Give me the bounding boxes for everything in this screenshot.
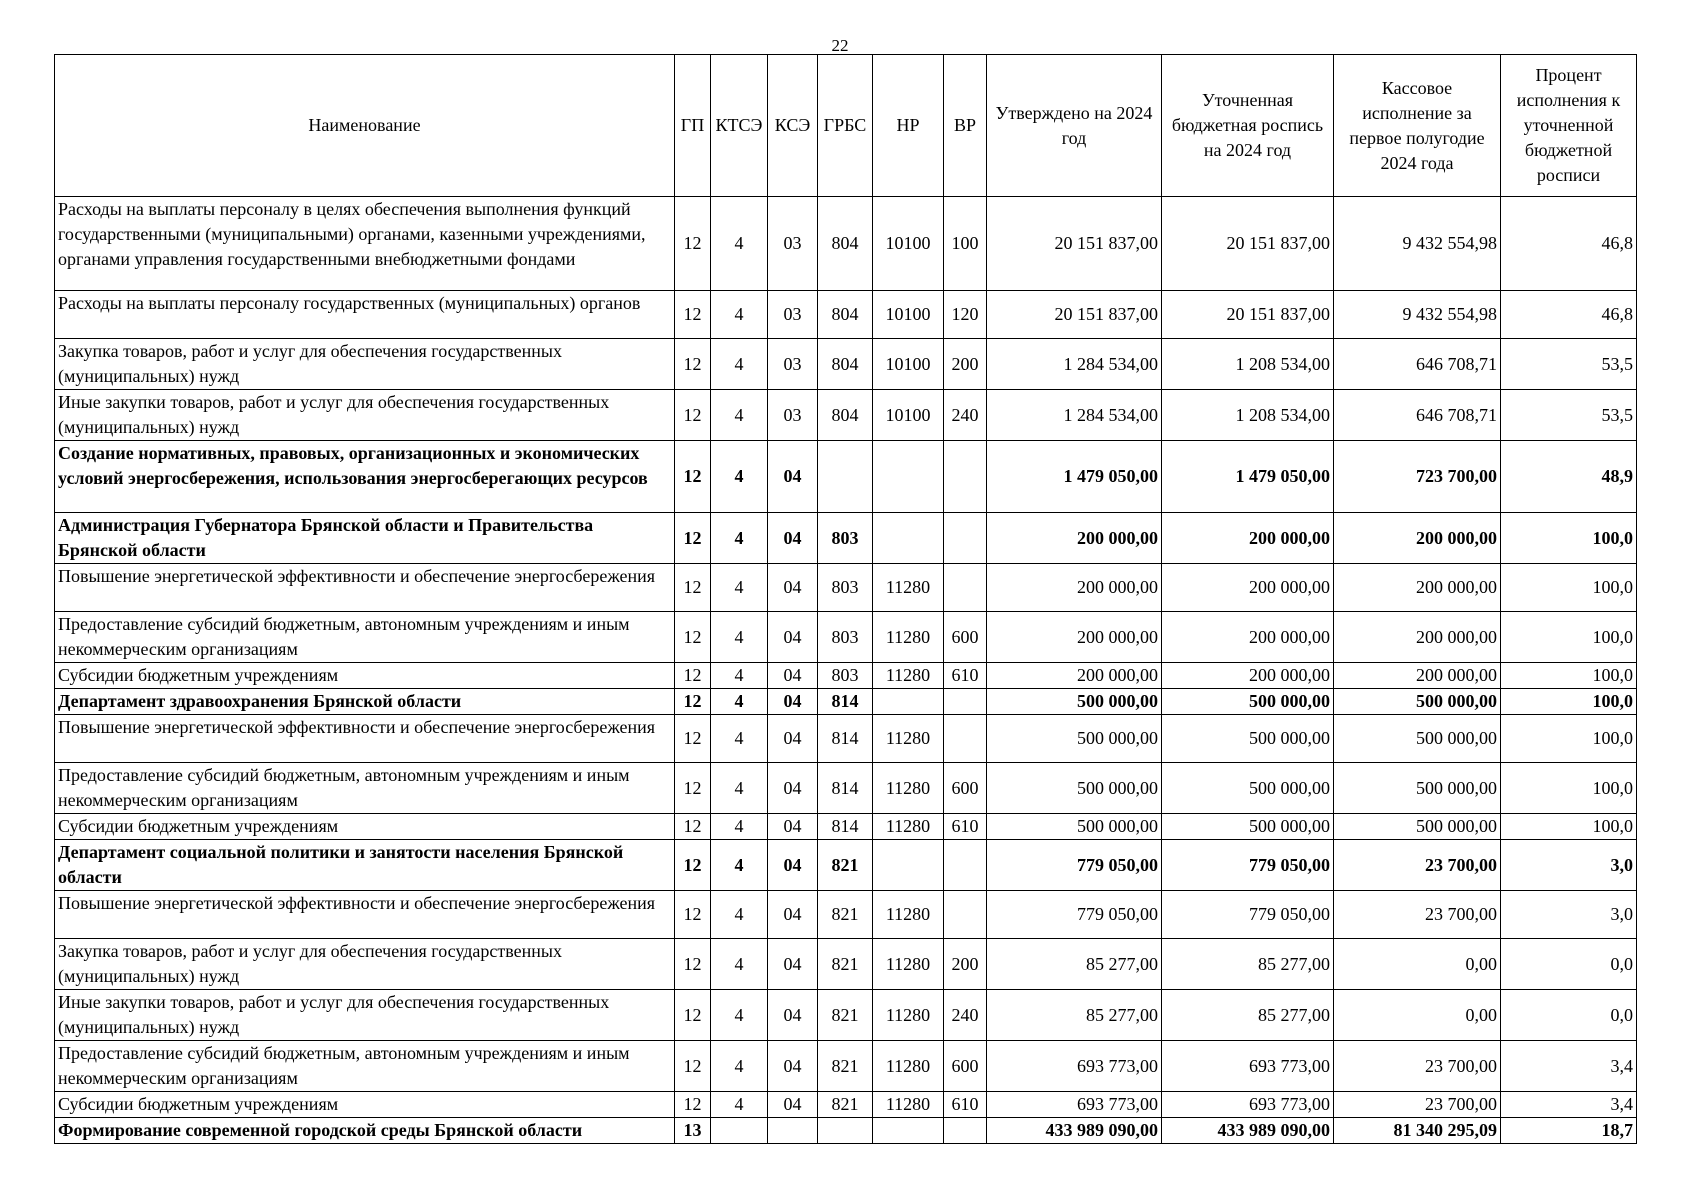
cell-refined: 20 151 837,00 (1162, 291, 1334, 339)
cell-grbs: 804 (818, 339, 873, 390)
header-nr: НР (873, 55, 944, 197)
cell-name: Субсидии бюджетным учреждениям (55, 814, 675, 840)
cell-percent: 3,4 (1501, 1041, 1637, 1092)
cell-kse: 04 (768, 441, 818, 513)
table-row (55, 763, 1637, 814)
cell-kse: 04 (768, 689, 818, 715)
cell-kse: 04 (768, 763, 818, 814)
cell-vr (944, 1118, 987, 1144)
header-gp: ГП (675, 55, 711, 197)
cell-approved: 20 151 837,00 (987, 291, 1162, 339)
cell-cash: 646 708,71 (1334, 339, 1501, 390)
cell-cash: 23 700,00 (1334, 1092, 1501, 1118)
cell-nr: 11280 (873, 891, 944, 939)
header-cash: Кассовое исполнение за первое полугодие 2024 года (1334, 55, 1501, 197)
header-grbs: ГРБС (818, 55, 873, 197)
table-row (55, 663, 1637, 689)
table-row (55, 1092, 1637, 1118)
table-row (55, 612, 1637, 663)
cell-grbs: 803 (818, 612, 873, 663)
cell-name: Формирование современной городской среды Брянской области (55, 1118, 675, 1144)
table-row (55, 939, 1637, 990)
cell-ktse: 4 (711, 990, 768, 1041)
cell-gp: 12 (675, 990, 711, 1041)
cell-name: Повышение энергетической эффективности и обеспечение энергосбережения (55, 891, 675, 939)
cell-ktse: 4 (711, 715, 768, 763)
cell-vr: 200 (944, 939, 987, 990)
cell-approved: 500 000,00 (987, 763, 1162, 814)
cell-refined: 693 773,00 (1162, 1041, 1334, 1092)
cell-kse: 04 (768, 513, 818, 564)
cell-cash: 9 432 554,98 (1334, 291, 1501, 339)
cell-cash: 500 000,00 (1334, 715, 1501, 763)
cell-grbs (818, 1118, 873, 1144)
cell-approved: 200 000,00 (987, 564, 1162, 612)
cell-refined: 1 479 050,00 (1162, 441, 1334, 513)
cell-gp: 12 (675, 1041, 711, 1092)
table-row (55, 814, 1637, 840)
cell-vr (944, 840, 987, 891)
cell-gp: 12 (675, 339, 711, 390)
cell-refined: 200 000,00 (1162, 513, 1334, 564)
cell-ktse: 4 (711, 339, 768, 390)
cell-grbs: 814 (818, 689, 873, 715)
cell-vr (944, 564, 987, 612)
cell-ktse: 4 (711, 513, 768, 564)
cell-vr: 610 (944, 1092, 987, 1118)
cell-cash: 81 340 295,09 (1334, 1118, 1501, 1144)
cell-vr: 240 (944, 990, 987, 1041)
header-vr: ВР (944, 55, 987, 197)
budget-table (54, 54, 1637, 1144)
table-row (55, 197, 1637, 291)
cell-percent: 46,8 (1501, 291, 1637, 339)
page-number: 22 (831, 36, 849, 55)
cell-nr (873, 840, 944, 891)
cell-cash: 646 708,71 (1334, 390, 1501, 441)
table-row (55, 1118, 1637, 1144)
cell-approved: 1 284 534,00 (987, 339, 1162, 390)
cell-percent: 100,0 (1501, 612, 1637, 663)
cell-grbs: 821 (818, 990, 873, 1041)
cell-refined: 1 208 534,00 (1162, 390, 1334, 441)
cell-percent: 100,0 (1501, 663, 1637, 689)
cell-grbs: 821 (818, 1041, 873, 1092)
cell-name: Иные закупки товаров, работ и услуг для обеспечения государственных (муниципальных) нужд (55, 390, 675, 441)
cell-vr: 600 (944, 763, 987, 814)
cell-grbs: 804 (818, 390, 873, 441)
cell-refined: 500 000,00 (1162, 763, 1334, 814)
cell-percent: 0,0 (1501, 939, 1637, 990)
cell-kse: 04 (768, 1092, 818, 1118)
cell-kse: 04 (768, 990, 818, 1041)
cell-refined: 693 773,00 (1162, 1092, 1334, 1118)
cell-grbs: 803 (818, 513, 873, 564)
cell-nr (873, 1118, 944, 1144)
cell-gp: 12 (675, 291, 711, 339)
cell-grbs: 803 (818, 663, 873, 689)
cell-approved: 200 000,00 (987, 612, 1162, 663)
cell-percent: 18,7 (1501, 1118, 1637, 1144)
cell-vr (944, 441, 987, 513)
cell-grbs: 803 (818, 564, 873, 612)
cell-vr (944, 689, 987, 715)
cell-approved: 500 000,00 (987, 814, 1162, 840)
cell-ktse: 4 (711, 197, 768, 291)
cell-gp: 12 (675, 814, 711, 840)
table-row (55, 564, 1637, 612)
table-body (55, 197, 1637, 1144)
cell-approved: 1 284 534,00 (987, 390, 1162, 441)
cell-ktse: 4 (711, 939, 768, 990)
table-row (55, 891, 1637, 939)
cell-approved: 200 000,00 (987, 513, 1162, 564)
table-row (55, 1041, 1637, 1092)
cell-kse: 04 (768, 814, 818, 840)
cell-kse: 04 (768, 1041, 818, 1092)
cell-nr: 11280 (873, 814, 944, 840)
header-ktse: КТСЭ (711, 55, 768, 197)
cell-ktse: 4 (711, 1041, 768, 1092)
cell-refined: 500 000,00 (1162, 715, 1334, 763)
cell-percent: 3,4 (1501, 1092, 1637, 1118)
cell-vr: 100 (944, 197, 987, 291)
table-row (55, 513, 1637, 564)
cell-name: Создание нормативных, правовых, организационных и экономических условий энергосбережения, использования энергосберегающих ресурсов (55, 441, 675, 513)
cell-cash: 200 000,00 (1334, 663, 1501, 689)
cell-ktse: 4 (711, 390, 768, 441)
cell-name: Закупка товаров, работ и услуг для обеспечения государственных (муниципальных) нужд (55, 339, 675, 390)
cell-vr: 240 (944, 390, 987, 441)
cell-approved: 779 050,00 (987, 891, 1162, 939)
header-row (55, 55, 1637, 197)
cell-vr: 200 (944, 339, 987, 390)
cell-gp: 12 (675, 1092, 711, 1118)
header-approved: Утверждено на 2024 год (987, 55, 1162, 197)
cell-gp: 12 (675, 939, 711, 990)
cell-refined: 85 277,00 (1162, 939, 1334, 990)
cell-percent: 3,0 (1501, 891, 1637, 939)
cell-gp: 12 (675, 513, 711, 564)
cell-cash: 500 000,00 (1334, 763, 1501, 814)
cell-gp: 12 (675, 564, 711, 612)
cell-nr: 11280 (873, 1092, 944, 1118)
cell-percent: 3,0 (1501, 840, 1637, 891)
cell-grbs: 804 (818, 291, 873, 339)
cell-nr (873, 441, 944, 513)
cell-name: Субсидии бюджетным учреждениям (55, 663, 675, 689)
cell-approved: 500 000,00 (987, 689, 1162, 715)
cell-percent: 53,5 (1501, 390, 1637, 441)
cell-refined: 200 000,00 (1162, 663, 1334, 689)
table-row (55, 291, 1637, 339)
cell-nr: 11280 (873, 1041, 944, 1092)
cell-percent: 100,0 (1501, 715, 1637, 763)
cell-kse: 04 (768, 564, 818, 612)
cell-approved: 1 479 050,00 (987, 441, 1162, 513)
cell-cash: 500 000,00 (1334, 689, 1501, 715)
cell-name: Повышение энергетической эффективности и обеспечение энергосбережения (55, 564, 675, 612)
cell-gp: 12 (675, 612, 711, 663)
cell-refined: 779 050,00 (1162, 891, 1334, 939)
cell-percent: 48,9 (1501, 441, 1637, 513)
cell-grbs: 821 (818, 840, 873, 891)
cell-refined: 779 050,00 (1162, 840, 1334, 891)
cell-vr (944, 715, 987, 763)
cell-kse: 03 (768, 390, 818, 441)
cell-gp: 12 (675, 197, 711, 291)
cell-kse: 03 (768, 339, 818, 390)
cell-gp: 13 (675, 1118, 711, 1144)
cell-approved: 693 773,00 (987, 1041, 1162, 1092)
cell-name: Предоставление субсидий бюджетным, автономным учреждениям и иным некоммерческим организациям (55, 1041, 675, 1092)
table-row (55, 441, 1637, 513)
cell-gp: 12 (675, 715, 711, 763)
cell-cash: 500 000,00 (1334, 814, 1501, 840)
cell-approved: 85 277,00 (987, 939, 1162, 990)
cell-vr: 610 (944, 663, 987, 689)
cell-gp: 12 (675, 840, 711, 891)
header-name: Наименование (55, 55, 675, 197)
cell-nr: 11280 (873, 663, 944, 689)
cell-gp: 12 (675, 441, 711, 513)
cell-ktse: 4 (711, 564, 768, 612)
cell-nr: 11280 (873, 763, 944, 814)
cell-grbs: 821 (818, 1092, 873, 1118)
cell-kse: 04 (768, 612, 818, 663)
cell-ktse: 4 (711, 814, 768, 840)
cell-ktse: 4 (711, 441, 768, 513)
cell-cash: 723 700,00 (1334, 441, 1501, 513)
cell-approved: 433 989 090,00 (987, 1118, 1162, 1144)
cell-gp: 12 (675, 663, 711, 689)
cell-name: Расходы на выплаты персоналу в целях обеспечения выполнения функций государственными (муниципальными) органами, казенными учреждениями, органами управления государственными внебюджетными фондами (55, 197, 675, 291)
cell-gp: 12 (675, 689, 711, 715)
cell-cash: 200 000,00 (1334, 564, 1501, 612)
cell-kse: 03 (768, 291, 818, 339)
cell-ktse: 4 (711, 291, 768, 339)
cell-ktse: 4 (711, 663, 768, 689)
cell-percent: 100,0 (1501, 689, 1637, 715)
cell-name: Повышение энергетической эффективности и обеспечение энергосбережения (55, 715, 675, 763)
cell-ktse: 4 (711, 840, 768, 891)
cell-grbs: 821 (818, 939, 873, 990)
cell-nr: 11280 (873, 715, 944, 763)
cell-refined: 433 989 090,00 (1162, 1118, 1334, 1144)
cell-refined: 1 208 534,00 (1162, 339, 1334, 390)
cell-name: Предоставление субсидий бюджетным, автономным учреждениям и иным некоммерческим организациям (55, 763, 675, 814)
cell-ktse: 4 (711, 612, 768, 663)
cell-vr (944, 891, 987, 939)
cell-ktse (711, 1118, 768, 1144)
cell-ktse: 4 (711, 891, 768, 939)
cell-name: Субсидии бюджетным учреждениям (55, 1092, 675, 1118)
cell-gp: 12 (675, 390, 711, 441)
cell-kse: 04 (768, 663, 818, 689)
cell-cash: 0,00 (1334, 939, 1501, 990)
cell-ktse: 4 (711, 763, 768, 814)
cell-nr: 10100 (873, 291, 944, 339)
cell-approved: 20 151 837,00 (987, 197, 1162, 291)
cell-percent: 0,0 (1501, 990, 1637, 1041)
cell-ktse: 4 (711, 689, 768, 715)
cell-percent: 100,0 (1501, 564, 1637, 612)
cell-refined: 200 000,00 (1162, 612, 1334, 663)
cell-nr: 11280 (873, 564, 944, 612)
cell-percent: 100,0 (1501, 814, 1637, 840)
cell-nr: 10100 (873, 197, 944, 291)
header-refined: Уточненная бюджетная роспись на 2024 год (1162, 55, 1334, 197)
cell-name: Департамент здравоохранения Брянской области (55, 689, 675, 715)
cell-nr: 10100 (873, 339, 944, 390)
cell-cash: 23 700,00 (1334, 840, 1501, 891)
cell-kse: 03 (768, 197, 818, 291)
cell-grbs: 814 (818, 715, 873, 763)
cell-gp: 12 (675, 891, 711, 939)
cell-nr: 10100 (873, 390, 944, 441)
cell-kse: 04 (768, 891, 818, 939)
table-row (55, 840, 1637, 891)
cell-name: Расходы на выплаты персоналу государственных (муниципальных) органов (55, 291, 675, 339)
cell-nr (873, 513, 944, 564)
table-row (55, 339, 1637, 390)
cell-name: Предоставление субсидий бюджетным, автономным учреждениям и иным некоммерческим организациям (55, 612, 675, 663)
header-kse: КСЭ (768, 55, 818, 197)
table-row (55, 689, 1637, 715)
cell-grbs: 814 (818, 763, 873, 814)
cell-nr: 11280 (873, 612, 944, 663)
cell-name: Иные закупки товаров, работ и услуг для обеспечения государственных (муниципальных) нужд (55, 990, 675, 1041)
cell-approved: 779 050,00 (987, 840, 1162, 891)
cell-cash: 0,00 (1334, 990, 1501, 1041)
cell-gp: 12 (675, 763, 711, 814)
cell-approved: 500 000,00 (987, 715, 1162, 763)
cell-cash: 23 700,00 (1334, 1041, 1501, 1092)
table-row (55, 990, 1637, 1041)
cell-grbs (818, 441, 873, 513)
cell-refined: 20 151 837,00 (1162, 197, 1334, 291)
cell-kse: 04 (768, 715, 818, 763)
cell-vr (944, 513, 987, 564)
cell-refined: 500 000,00 (1162, 689, 1334, 715)
cell-kse: 04 (768, 840, 818, 891)
cell-name: Закупка товаров, работ и услуг для обеспечения государственных (муниципальных) нужд (55, 939, 675, 990)
cell-percent: 46,8 (1501, 197, 1637, 291)
cell-kse (768, 1118, 818, 1144)
cell-name: Администрация Губернатора Брянской области и Правительства Брянской области (55, 513, 675, 564)
cell-name: Департамент социальной политики и занятости населения Брянской области (55, 840, 675, 891)
cell-cash: 23 700,00 (1334, 891, 1501, 939)
header-percent: Процент исполнения к уточненной бюджетной росписи (1501, 55, 1637, 197)
cell-cash: 200 000,00 (1334, 513, 1501, 564)
cell-percent: 100,0 (1501, 763, 1637, 814)
cell-cash: 200 000,00 (1334, 612, 1501, 663)
cell-percent: 100,0 (1501, 513, 1637, 564)
table-row (55, 390, 1637, 441)
cell-refined: 500 000,00 (1162, 814, 1334, 840)
cell-vr: 600 (944, 1041, 987, 1092)
cell-refined: 200 000,00 (1162, 564, 1334, 612)
cell-approved: 693 773,00 (987, 1092, 1162, 1118)
cell-grbs: 821 (818, 891, 873, 939)
cell-nr (873, 689, 944, 715)
cell-vr: 120 (944, 291, 987, 339)
cell-approved: 200 000,00 (987, 663, 1162, 689)
cell-approved: 85 277,00 (987, 990, 1162, 1041)
cell-grbs: 804 (818, 197, 873, 291)
cell-ktse: 4 (711, 1092, 768, 1118)
cell-cash: 9 432 554,98 (1334, 197, 1501, 291)
table-row (55, 715, 1637, 763)
cell-nr: 11280 (873, 990, 944, 1041)
cell-grbs: 814 (818, 814, 873, 840)
cell-percent: 53,5 (1501, 339, 1637, 390)
cell-kse: 04 (768, 939, 818, 990)
cell-vr: 600 (944, 612, 987, 663)
cell-refined: 85 277,00 (1162, 990, 1334, 1041)
cell-vr: 610 (944, 814, 987, 840)
cell-nr: 11280 (873, 939, 944, 990)
